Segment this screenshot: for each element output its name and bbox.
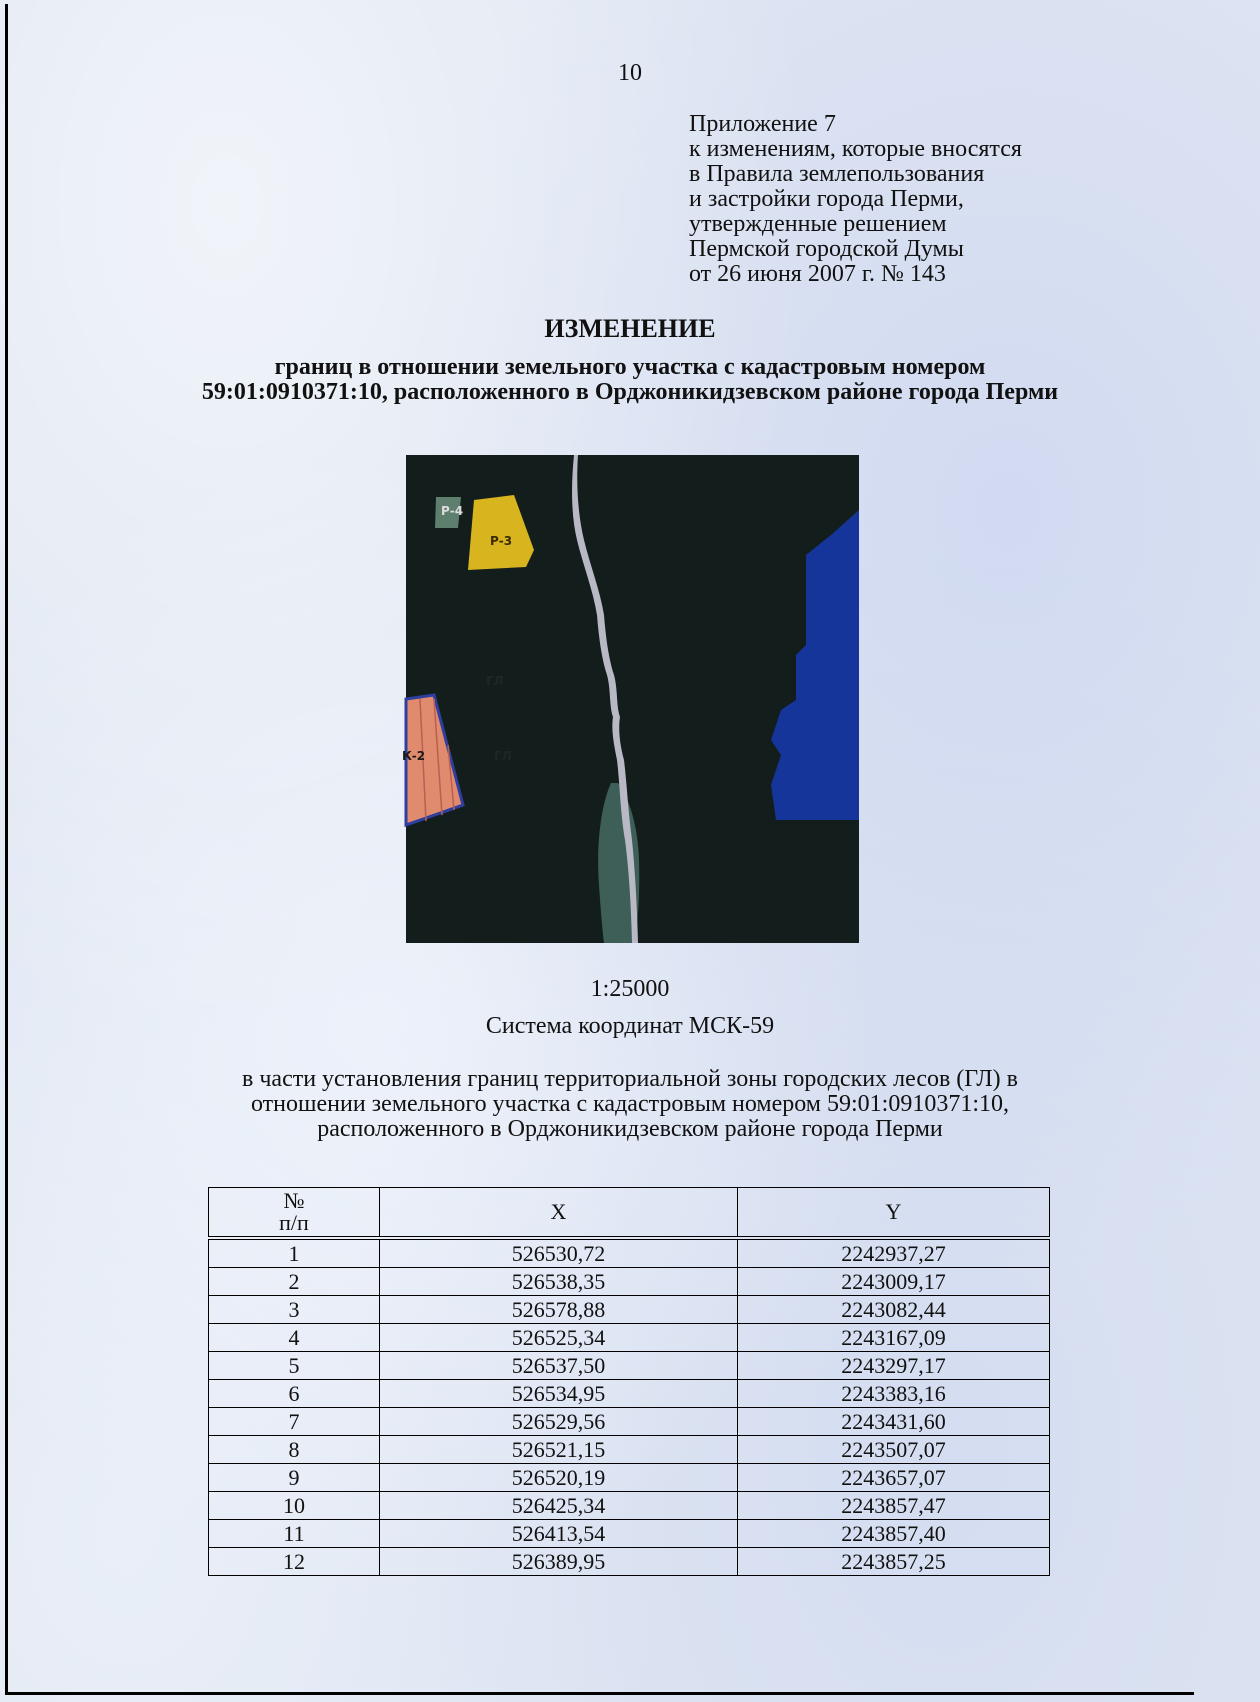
- table-row: [209, 1296, 1050, 1324]
- map-label-k2: К-2: [402, 749, 426, 763]
- cell-y: 2243383,16: [738, 1380, 1050, 1408]
- table-row: [209, 1268, 1050, 1296]
- table-row: [209, 1436, 1050, 1464]
- cell-number: 9: [209, 1464, 380, 1492]
- cell-y: 2243857,40: [738, 1520, 1050, 1548]
- appendix-note: [689, 112, 1022, 287]
- table-row: [209, 1464, 1050, 1492]
- table-row: [209, 1324, 1050, 1352]
- map-label-p3: Р-3: [490, 534, 513, 548]
- header-x: X: [380, 1188, 738, 1239]
- cell-number: 10: [209, 1492, 380, 1520]
- cell-y: 2243431,60: [738, 1408, 1050, 1436]
- appendix-line: в Правила землепользования: [689, 161, 985, 187]
- document-title: ИЗМЕНЕНИЕ: [544, 314, 716, 343]
- cell-x: 526537,50: [380, 1352, 738, 1380]
- table-row: [209, 1380, 1050, 1408]
- appendix-line: Пермской городской Думы: [689, 236, 964, 262]
- cell-x: 526530,72: [380, 1238, 738, 1268]
- appendix-line: от 26 июня 2007 г. № 143: [689, 261, 946, 287]
- cell-x: 526425,34: [380, 1492, 738, 1520]
- appendix-line: утвержденные решением: [689, 211, 947, 237]
- header-y: Y: [738, 1188, 1050, 1239]
- appendix-line: к изменениям, которые вносятся: [689, 136, 1022, 162]
- cell-y: 2243507,07: [738, 1436, 1050, 1464]
- appendix-line: и застройки города Перми,: [689, 186, 964, 212]
- cell-x: 526538,35: [380, 1268, 738, 1296]
- cell-number: 7: [209, 1408, 380, 1436]
- table-header-row: [209, 1188, 1050, 1239]
- table-row: [209, 1352, 1050, 1380]
- table-row: [209, 1520, 1050, 1548]
- map-canvas: [402, 455, 859, 943]
- header-number-line2: п/п: [279, 1210, 309, 1235]
- cell-x: 526413,54: [380, 1520, 738, 1548]
- cell-y: 2243657,07: [738, 1464, 1050, 1492]
- cell-number: 1: [209, 1238, 380, 1268]
- cell-number: 11: [209, 1520, 380, 1548]
- coordinate-system: Система координат МСК-59: [485, 1013, 775, 1039]
- map-scale: 1:25000: [590, 976, 670, 1002]
- appendix-line: Приложение 7: [689, 111, 836, 137]
- cell-x: 526521,15: [380, 1436, 738, 1464]
- cell-x: 526578,88: [380, 1296, 738, 1324]
- table-description: в части установления границ территориальной зоны городских лесов (ГЛ) в отношении земельного участка с кадастровым номером 59:01:0910371:10, расположенного в Орджоникидзевском районе города Перми: [242, 1066, 1018, 1142]
- map-label-gl-lower: ГЛ: [494, 749, 512, 763]
- cell-y: 2243009,17: [738, 1268, 1050, 1296]
- cell-number: 8: [209, 1436, 380, 1464]
- cell-y: 2243857,25: [738, 1548, 1050, 1576]
- cell-x: 526534,95: [380, 1380, 738, 1408]
- table-row: [209, 1492, 1050, 1520]
- map-label-p4: Р-4: [441, 504, 464, 518]
- cell-number: 5: [209, 1352, 380, 1380]
- cell-y: 2243297,17: [738, 1352, 1050, 1380]
- header-number-line1: №: [283, 1188, 305, 1213]
- table-row: [209, 1238, 1050, 1268]
- header-number: [209, 1188, 380, 1239]
- cell-x: 526529,56: [380, 1408, 738, 1436]
- cell-number: 3: [209, 1296, 380, 1324]
- cell-y: 2242937,27: [738, 1238, 1050, 1268]
- cell-y: 2243167,09: [738, 1324, 1050, 1352]
- document-subtitle: границ в отношении земельного участка с кадастровым номером 59:01:0910371:10, расположенного в Орджоникидзевском районе города Перми: [201, 354, 1059, 405]
- cell-y: 2243857,47: [738, 1492, 1050, 1520]
- table-row: [209, 1408, 1050, 1436]
- cell-number: 2: [209, 1268, 380, 1296]
- cell-number: 4: [209, 1324, 380, 1352]
- table-row: [209, 1548, 1050, 1576]
- coordinates-table: [208, 1187, 1050, 1576]
- cell-number: 12: [209, 1548, 380, 1576]
- zoning-map: [402, 455, 859, 943]
- cell-y: 2243082,44: [738, 1296, 1050, 1324]
- page-number: 10: [618, 60, 642, 86]
- cell-x: 526525,34: [380, 1324, 738, 1352]
- map-label-gl-upper: ГЛ: [486, 674, 504, 688]
- cell-number: 6: [209, 1380, 380, 1408]
- cell-x: 526389,95: [380, 1548, 738, 1576]
- cell-x: 526520,19: [380, 1464, 738, 1492]
